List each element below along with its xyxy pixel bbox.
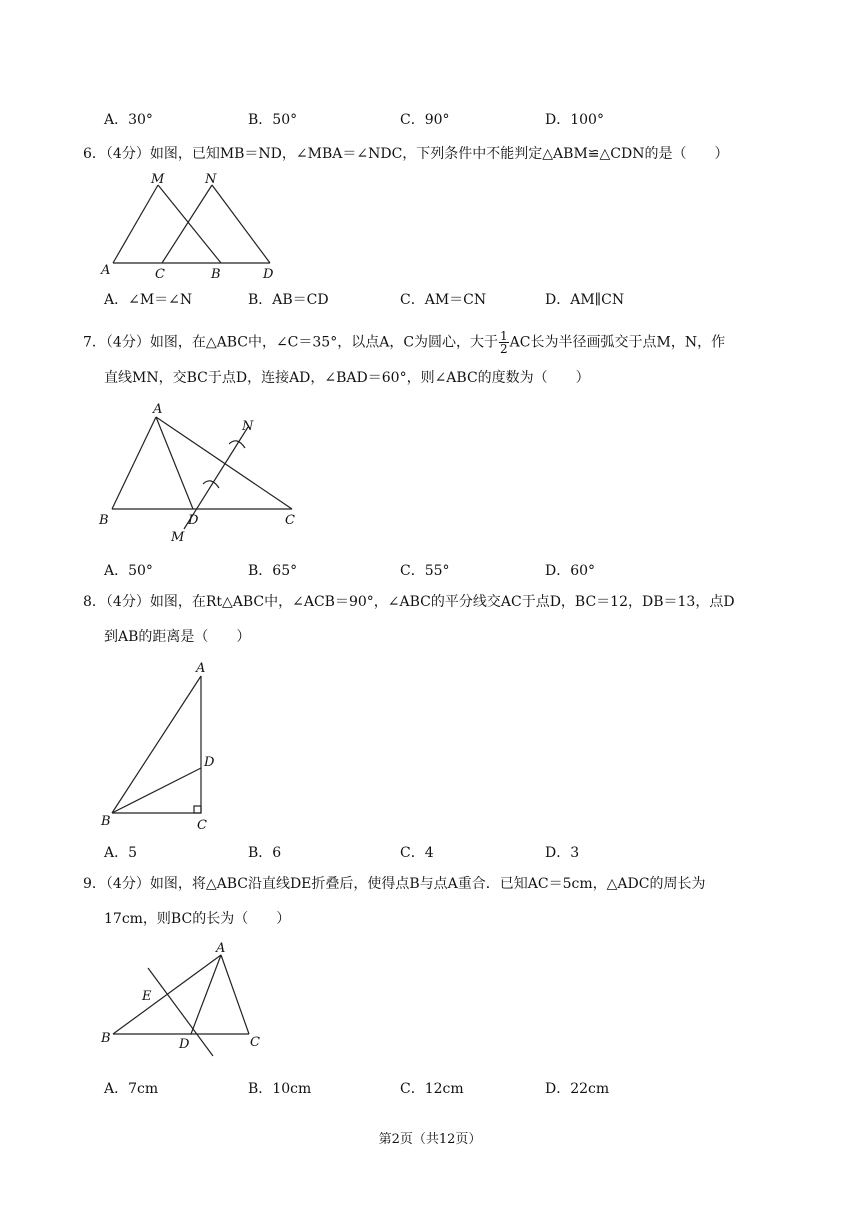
q6-stem: 6．（4分）如图，已知MB＝ND，∠MBA＝∠NDC，下列条件中不能判定△ABM≌△CDN的是（ ） <box>83 146 729 162</box>
q9-stem-line1: 9．（4分）如图，将△ABC沿直线DE折叠后，使得点B与点A重合．已知AC＝5cm，△ADC的周长为 <box>83 876 706 892</box>
q7-option-c: C．55° <box>400 563 450 579</box>
q7-label-c: C <box>285 513 295 528</box>
q9-option-c: C．12cm <box>400 1081 464 1097</box>
q7-label-b: B <box>99 513 109 528</box>
q6-label-b: B <box>211 267 221 282</box>
q8-option-d: D．3 <box>545 845 580 861</box>
q5-option-c: C．90° <box>400 112 450 128</box>
q9-option-b: B．10cm <box>248 1081 312 1097</box>
q7-option-b: B．65° <box>248 563 298 579</box>
q9-stem-line2: 17cm，则BC的长为（ ） <box>104 911 291 927</box>
q8-option-a: A．5 <box>104 845 138 861</box>
q7-label-m: M <box>171 530 185 545</box>
q9-label-d: D <box>179 1037 190 1052</box>
q9-label-a: A <box>216 941 226 956</box>
q7-fraction <box>499 330 509 355</box>
q7-option-a: A．50° <box>104 563 153 579</box>
q8-option-b: B．6 <box>248 845 282 861</box>
q7-stem-line2: 直线MN，交BC于点D，连接AD，∠BAD＝60°，则∠ABC的度数为（ ） <box>104 370 590 386</box>
q5-option-b: B．50° <box>248 112 298 128</box>
q6-label-c: C <box>155 267 165 282</box>
q6-option-a: A．∠M＝∠N <box>104 292 193 308</box>
q9-figure <box>95 938 275 1062</box>
q7-stem-part1: 7．（4分）如图，在△ABC中，∠C＝35°，以点A，C为圆心，大于 <box>83 334 499 351</box>
q8-label-d: D <box>204 755 215 770</box>
q7-stem-part2: AC长为半径画弧交于点M，N，作 <box>509 334 726 351</box>
q9-label-e: E <box>142 989 152 1004</box>
page-footer: 第2页（共12页） <box>378 1132 482 1147</box>
q5-option-d: D．100° <box>545 112 604 128</box>
q8-label-a: A <box>196 661 206 676</box>
q9-option-d: D．22cm <box>545 1081 610 1097</box>
q7-stem-line1 <box>83 330 725 355</box>
q7-label-n: N <box>242 419 254 434</box>
q9-label-c: C <box>250 1035 260 1050</box>
q6-figure <box>95 168 295 284</box>
q7-label-d: D <box>188 513 199 528</box>
q7-frac-den: 2 <box>500 342 508 356</box>
q8-stem-line2: 到AB的距离是（ ） <box>104 629 251 645</box>
q6-option-d: D．AM∥CN <box>545 292 625 308</box>
q6-label-d: D <box>263 267 274 282</box>
q7-label-a: A <box>153 402 163 417</box>
q8-label-b: B <box>101 814 111 829</box>
q8-label-c: C <box>197 818 207 833</box>
q6-option-c: C．AM＝CN <box>400 292 487 308</box>
q8-figure <box>95 655 235 835</box>
q9-label-b: B <box>101 1031 111 1046</box>
q5-option-a: A．30° <box>104 112 153 128</box>
q8-option-c: C．4 <box>400 845 434 861</box>
q6-option-b: B．AB＝CD <box>248 292 329 308</box>
q6-label-m: M <box>151 172 165 187</box>
q7-frac-num: 1 <box>500 329 508 343</box>
q8-stem-line1: 8．（4分）如图，在Rt△ABC中，∠ACB＝90°，∠ABC的平分线交AC于点D，BC＝12，DB＝13，点D <box>83 594 735 610</box>
q6-label-a: A <box>101 263 111 278</box>
q7-figure <box>95 398 315 548</box>
q7-option-d: D．60° <box>545 563 596 579</box>
q6-label-n: N <box>205 172 217 187</box>
q9-option-a: A．7cm <box>104 1081 159 1097</box>
